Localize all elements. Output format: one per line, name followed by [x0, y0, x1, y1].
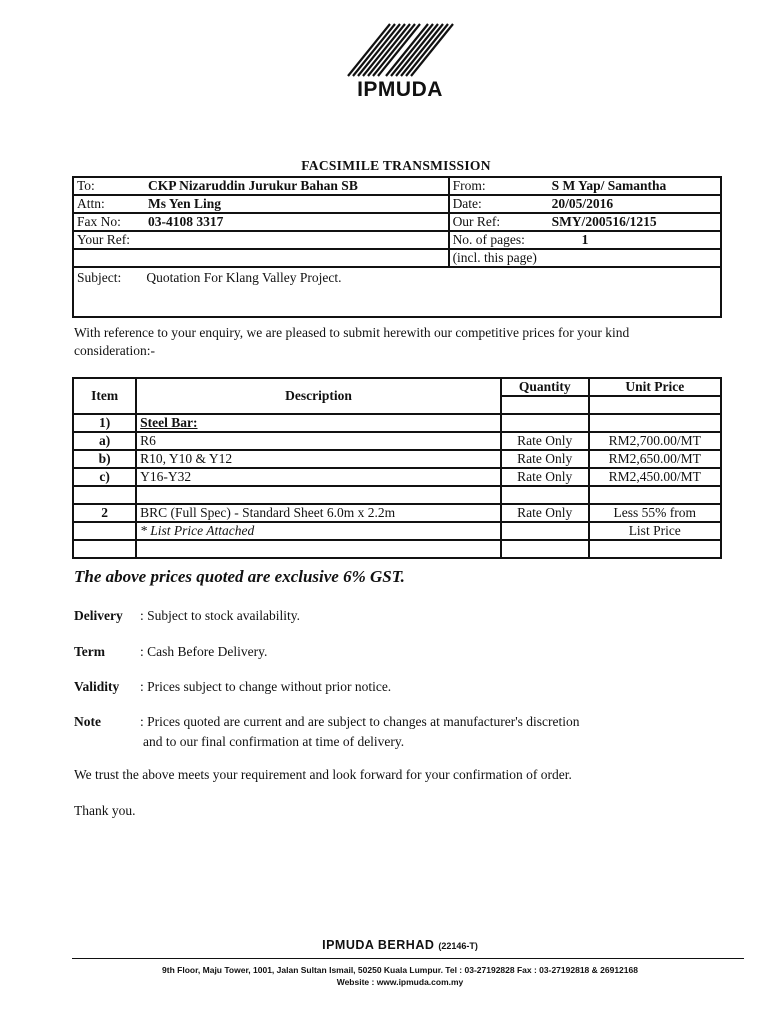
- price-cell: [589, 486, 721, 504]
- table-row: [73, 414, 721, 432]
- item-header: Item: [73, 378, 136, 414]
- note-text-line1: : Prices quoted are current and are subject to changes at manufacturer's discretion: [140, 714, 580, 729]
- term-row: [74, 642, 267, 662]
- item-cell: [73, 522, 136, 540]
- footer-website: Website : www.ipmuda.com.my: [336, 977, 464, 987]
- logo-stripes-icon: [340, 20, 460, 80]
- note-label: Note: [74, 714, 101, 729]
- description-cell: R10, Y10 & Y12: [136, 450, 501, 468]
- item-cell: 2: [73, 504, 136, 522]
- thank-you: Thank you.: [74, 803, 136, 818]
- item-cell: [73, 486, 136, 504]
- from-label: From:: [449, 177, 542, 195]
- price-table: [72, 377, 722, 559]
- blank-cell: [73, 249, 449, 267]
- description-cell: Steel Bar:: [136, 414, 501, 432]
- price-header-row: [73, 378, 721, 396]
- validity-text: : Prices subject to change without prior notice.: [140, 679, 392, 694]
- description-cell: R6: [136, 432, 501, 450]
- quantity-header: Quantity: [501, 378, 589, 396]
- footer-divider: [72, 958, 744, 959]
- from-value: S M Yap/ Samantha: [542, 177, 721, 195]
- intro-paragraph: With reference to your enquiry, we are pleased to submit herewith our competitive prices for your kind consideration:-: [74, 325, 630, 358]
- validity-label: Validity: [74, 679, 120, 694]
- item-cell: [73, 540, 136, 558]
- pages-note: (incl. this page): [449, 249, 721, 267]
- item-cell: b): [73, 450, 136, 468]
- footer-address: 9th Floor, Maju Tower, 1001, Jalan Sultan Ismail, 50250 Kuala Lumpur. Tel : 03-27192828 Fax : 03-27192818 & 26912168: [162, 965, 638, 975]
- note-text: [140, 712, 580, 752]
- company-reg-no: (22146-T): [438, 941, 478, 951]
- quantity-cell: [501, 540, 589, 558]
- term-label: Term: [74, 644, 105, 659]
- validity-row: [74, 677, 391, 697]
- description-cell: Y16-Y32: [136, 468, 501, 486]
- price-cell: RM2,450.00/MT: [589, 468, 721, 486]
- attn-label: Attn:: [73, 195, 142, 213]
- blank-cell: [501, 396, 589, 414]
- price-cell: [589, 414, 721, 432]
- fax-no-value: 03-4108 3317: [142, 213, 449, 231]
- quantity-cell: [501, 414, 589, 432]
- quantity-cell: [501, 522, 589, 540]
- item-cell: 1): [73, 414, 136, 432]
- date-label: Date:: [449, 195, 542, 213]
- price-cell: [589, 540, 721, 558]
- note-text-line2: and to our final confirmation at time of delivery.: [143, 734, 405, 749]
- description-cell: BRC (Full Spec) - Standard Sheet 6.0m x 2.2m: [136, 504, 501, 522]
- price-cell: List Price: [589, 522, 721, 540]
- to-label: To:: [73, 177, 142, 195]
- company-name: IPMUDA BERHAD: [322, 938, 435, 952]
- table-row: [73, 486, 721, 504]
- header-row: [73, 195, 721, 213]
- description-cell: [136, 540, 501, 558]
- attn-value: Ms Yen Ling: [142, 195, 449, 213]
- fax-title: FACSIMILE TRANSMISSION: [301, 158, 491, 173]
- header-row: [73, 231, 721, 249]
- subject-label: Subject:: [77, 270, 122, 285]
- header-row: [73, 249, 721, 267]
- table-row: [73, 522, 721, 540]
- description-cell: [136, 486, 501, 504]
- quantity-cell: Rate Only: [501, 468, 589, 486]
- gst-note: The above prices quoted are exclusive 6% GST.: [74, 567, 405, 586]
- pages-label: No. of pages:: [449, 231, 542, 249]
- description-header: Description: [136, 378, 501, 414]
- header-row: [73, 213, 721, 231]
- quantity-cell: [501, 486, 589, 504]
- quantity-cell: Rate Only: [501, 504, 589, 522]
- table-row: [73, 468, 721, 486]
- our-ref-label: Our Ref:: [449, 213, 542, 231]
- delivery-row: [74, 606, 300, 626]
- table-row: [73, 540, 721, 558]
- logo-wordmark: IPMUDA: [357, 78, 443, 101]
- price-cell: RM2,700.00/MT: [589, 432, 721, 450]
- delivery-label: Delivery: [74, 608, 123, 623]
- subject-value: Quotation For Klang Valley Project.: [146, 270, 342, 285]
- item-cell: a): [73, 432, 136, 450]
- blank-cell: [589, 396, 721, 414]
- quantity-cell: Rate Only: [501, 432, 589, 450]
- fax-header-table: [72, 176, 722, 318]
- your-ref-value: [142, 231, 449, 249]
- price-cell: Less 55% from: [589, 504, 721, 522]
- our-ref-value: SMY/200516/1215: [542, 213, 721, 231]
- header-row: [73, 177, 721, 195]
- closing-paragraph: We trust the above meets your requirement and look forward for your confirmation of order.: [74, 767, 572, 782]
- note-row: [74, 712, 580, 752]
- your-ref-label: Your Ref:: [73, 231, 142, 249]
- footer-company-name: [0, 938, 768, 952]
- table-row: [73, 432, 721, 450]
- price-cell: RM2,650.00/MT: [589, 450, 721, 468]
- subject-cell: [73, 267, 721, 317]
- description-cell: * List Price Attached: [136, 522, 501, 540]
- subject-row: [73, 267, 721, 317]
- pages-value: 1: [542, 231, 721, 249]
- item-cell: c): [73, 468, 136, 486]
- fax-no-label: Fax No:: [73, 213, 142, 231]
- delivery-text: : Subject to stock availability.: [140, 608, 300, 623]
- date-value: 20/05/2016: [542, 195, 721, 213]
- table-row: [73, 450, 721, 468]
- term-text: : Cash Before Delivery.: [140, 644, 268, 659]
- unit-price-header: Unit Price: [589, 378, 721, 396]
- company-logo: [340, 20, 460, 100]
- table-row: [73, 504, 721, 522]
- to-value: CKP Nizaruddin Jurukur Bahan SB: [142, 177, 449, 195]
- quantity-cell: Rate Only: [501, 450, 589, 468]
